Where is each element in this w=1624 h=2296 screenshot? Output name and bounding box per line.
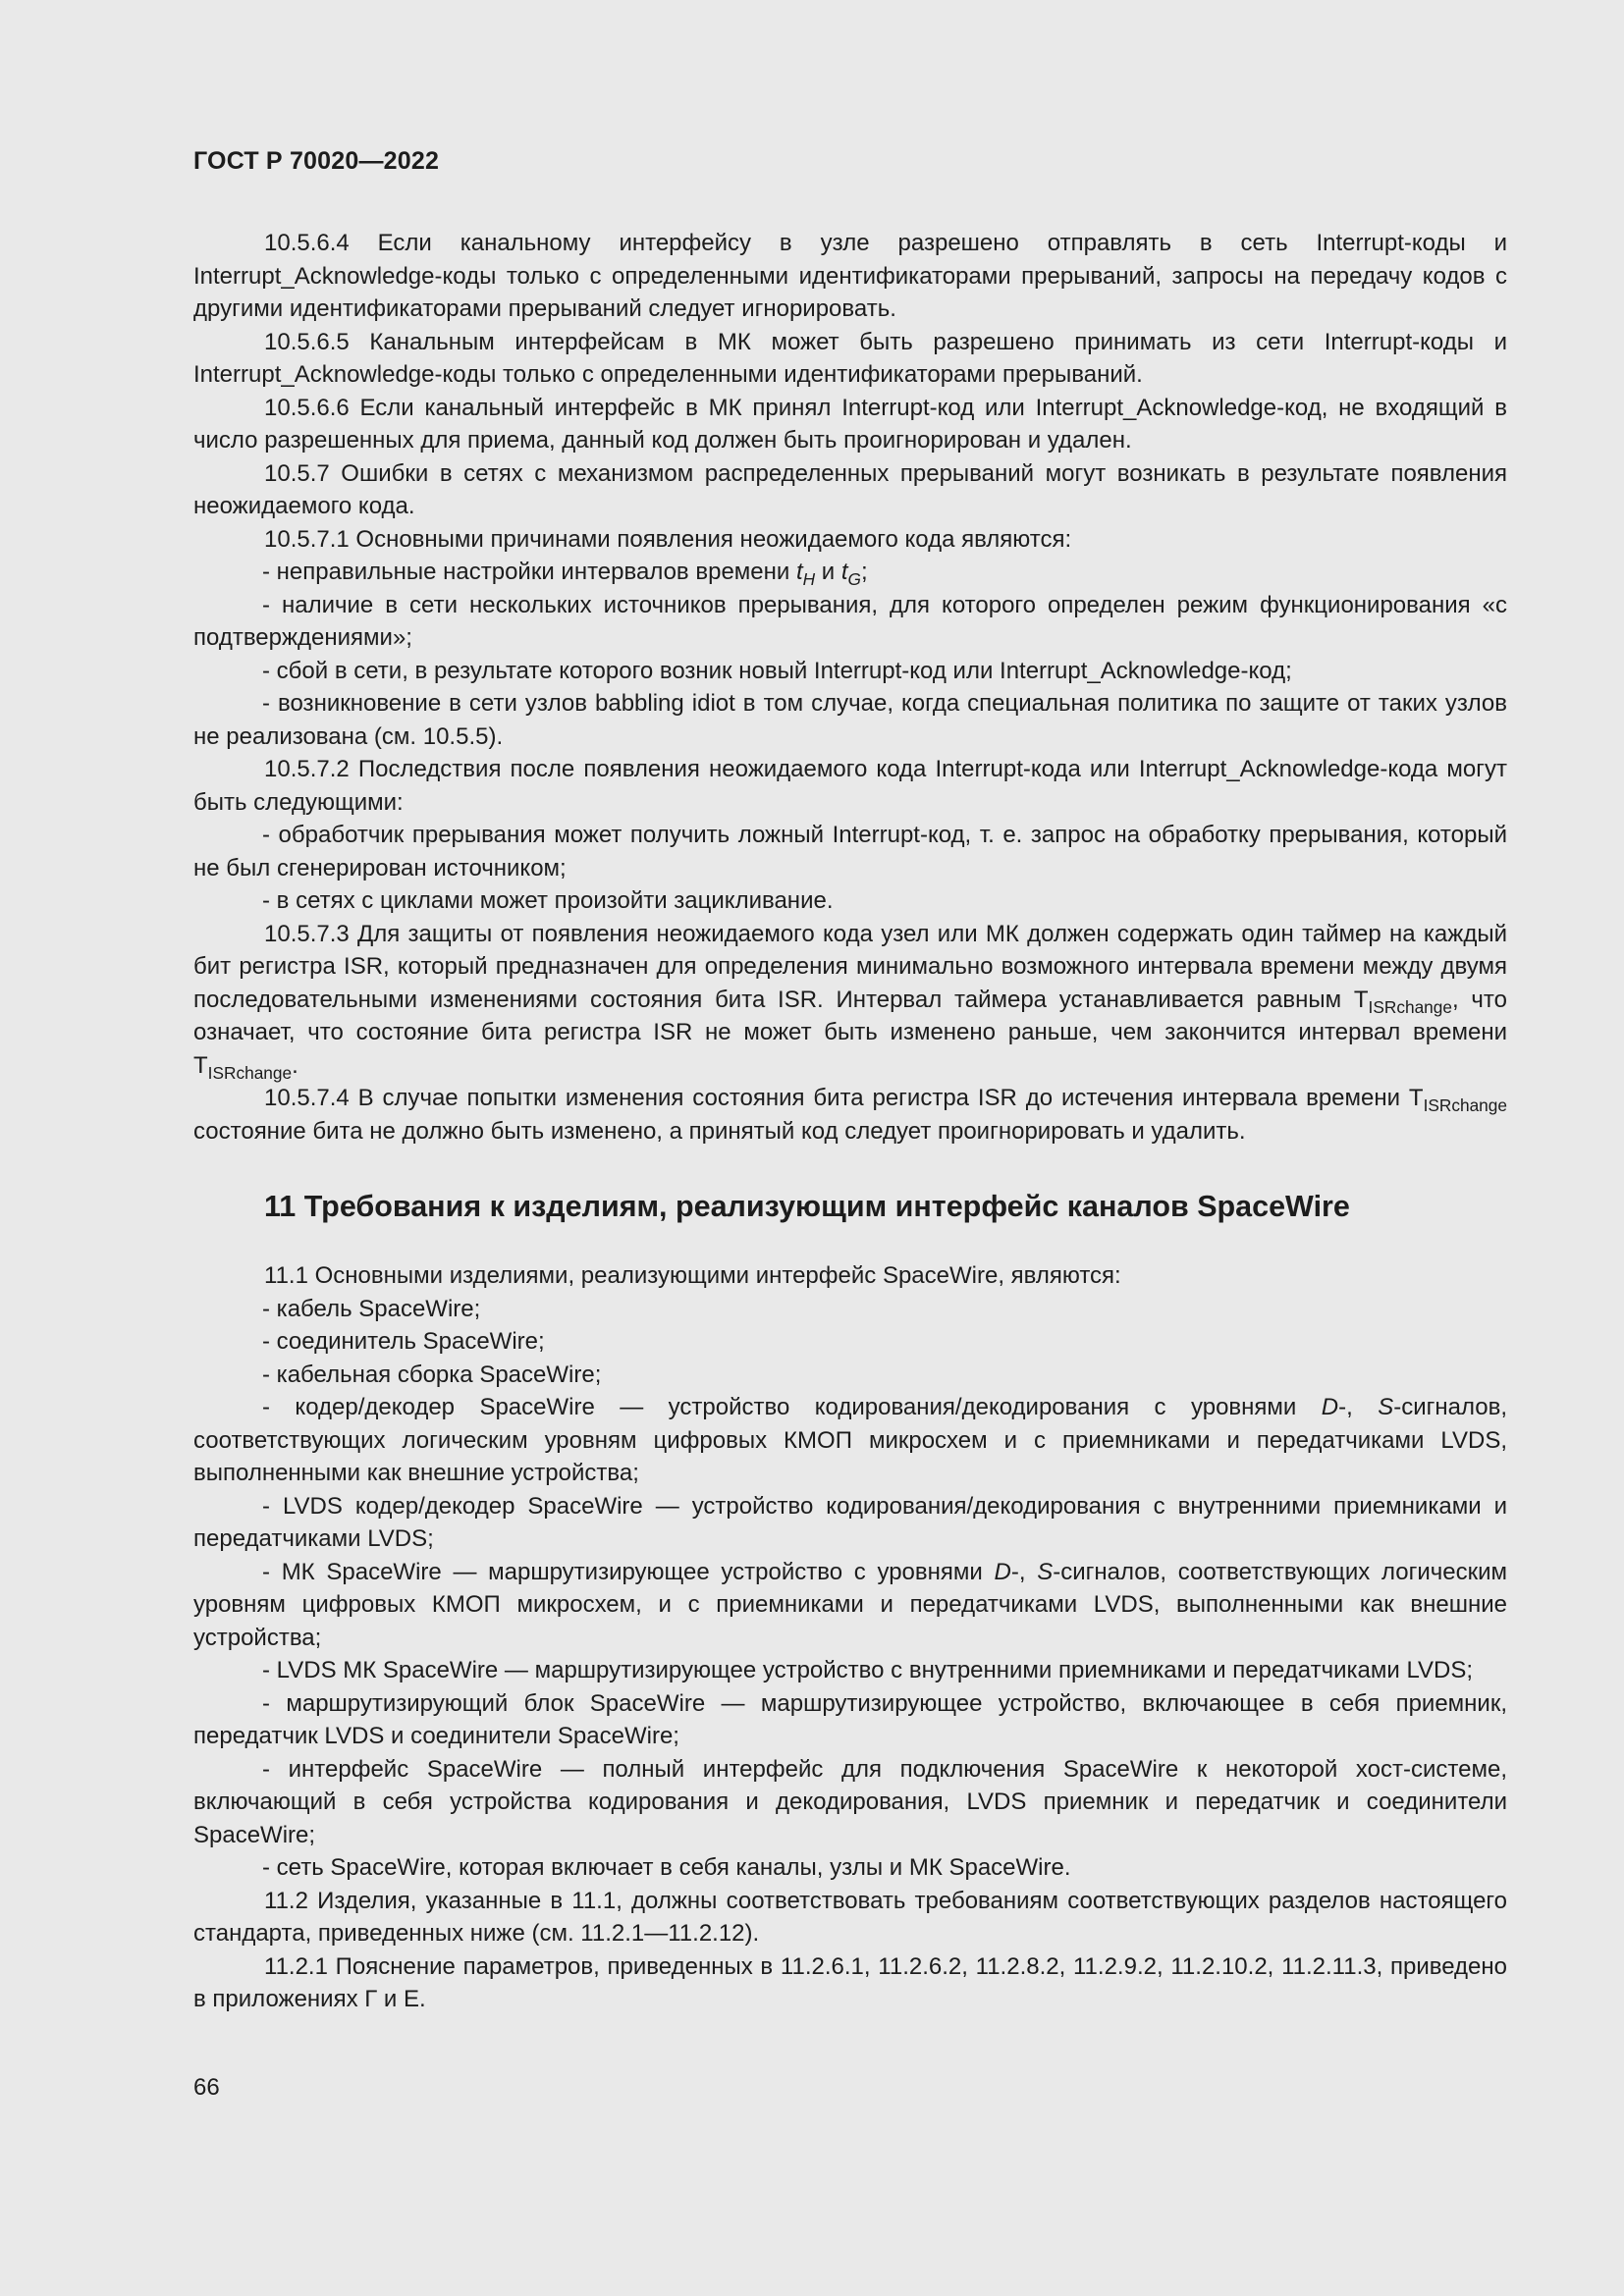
list-item: - маршрутизирующий блок SpaceWire — маршрутизирующее устройство, включающее в себя приемник, передатчик LVDS и соединители SpaceWire; xyxy=(193,1689,1507,1749)
list-item: - в сетях с циклами может произойти зацикливание. xyxy=(262,887,834,914)
list-item: - неправильные настройки интервалов времени $t_H$ и $t_G$; xyxy=(262,559,868,590)
list-item: - возникновение в сети узлов babbling idiot в том случае, когда специальная политика по защите от таких узлов не реализована (см. 10.5.5). xyxy=(193,690,1507,750)
list-item: - наличие в сети нескольких источников прерывания, для которого определен режим функционирования «с подтверждениями»; xyxy=(193,591,1507,651)
paragraph-10-5-7-4: 10.5.7.4 В случае попытки изменения состояния бита регистра ISR до истечения интервала времени $T_{ISRchange}$ состояние бита не должно быть изменено, а принятый код следует проигнорировать и удалить. xyxy=(193,1085,1507,1145)
paragraph-10-5-6-4: 10.5.6.4 Если канальному интерфейсу в узле разрешено отправлять в сеть Interrupt-коды и Interrupt_Acknowledge-коды только с определенными идентификаторами прерываний, запросы на передачу кодов с другими идентификаторами прерываний следует игнорировать. xyxy=(193,230,1507,322)
list-item: - МК SpaceWire — маршрутизирующее устройство с уровнями D-, S-сигналов, соответствующих логическим уровням цифровых КМОП микросхем, и с приемниками и передатчиками LVDS, выполненными как внешние устройства; xyxy=(193,1558,1507,1651)
paragraph-11-1: 11.1 Основными изделиями, реализующими интерфейс SpaceWire, являются: xyxy=(264,1262,1121,1289)
list-item: - LVDS кодер/декодер SpaceWire — устройство кодирования/декодирования с внутренними приемниками и передатчиками LVDS; xyxy=(193,1492,1507,1552)
list-item: - обработчик прерывания может получить ложный Interrupt-код, т. е. запрос на обработку прерывания, который не был сгенерирован источником; xyxy=(193,822,1507,881)
paragraph-10-5-7-3: 10.5.7.3 Для защиты от появления неожидаемого кода узел или МК должен содержать один таймер на каждый бит регистра ISR, который предназначен для определения минимально возможного интервала времени между двумя последовательными изменениями состояния бита ISR. Интервал таймера устанавливается равным $T_{ISRchange}$, что означает, что состояние бита регистра ISR не может быть изменено раньше, чем закончится интервал времени $T_{ISRchange}$. xyxy=(193,920,1507,1083)
list-item: - LVDS МК SpaceWire — маршрутизирующее устройство с внутренними приемниками и передатчиками LVDS; xyxy=(262,1657,1474,1683)
paragraph-11-2-1: 11.2.1 Пояснение параметров, приведенных в 11.2.6.1, 11.2.6.2, 11.2.8.2, 11.2.9.2, 11.2.10.2, 11.2.11.3, приведено в приложениях Г и Е. xyxy=(193,1952,1507,2012)
list-item: - соединитель SpaceWire; xyxy=(262,1328,545,1355)
paragraph-10-5-6-5: 10.5.6.5 Канальным интерфейсам в МК может быть разрешено принимать из сети Interrupt-коды и Interrupt_Acknowledge-коды только с определенными идентификаторами прерываний. xyxy=(193,328,1507,388)
paragraph-10-5-6-6: 10.5.6.6 Если канальный интерфейс в МК принял Interrupt-код или Interrupt_Acknowledge-код, не входящий в число разрешенных для приема, данный код должен быть проигнорирован и удален. xyxy=(193,394,1507,454)
page-number: 66 xyxy=(193,2074,220,2101)
document-header: ГОСТ Р 70020—2022 xyxy=(193,147,440,175)
paragraph-10-5-7-1: 10.5.7.1 Основными причинами появления неожидаемого кода являются: xyxy=(264,525,1072,553)
page-content xyxy=(193,227,1507,2016)
list-item: - интерфейс SpaceWire — полный интерфейс для подключения SpaceWire к некоторой хост-системе, включающий в себя устройства кодирования и декодирования, LVDS приемник и передатчик и соединители SpaceWire; xyxy=(193,1755,1507,1848)
paragraph-10-5-7: 10.5.7 Ошибки в сетях с механизмом распределенных прерываний могут возникать в результате появления неожидаемого кода. xyxy=(193,459,1507,519)
paragraph-11-2: 11.2 Изделия, указанные в 11.1, должны соответствовать требованиям соответствующих разделов настоящего стандарта, приведенных ниже (см. 11.2.1—11.2.12). xyxy=(193,1887,1507,1947)
section-11-title: 11 Требования к изделиям, реализующим интерфейс каналов SpaceWire xyxy=(264,1190,1350,1223)
list-item: - сбой в сети, в результате которого возник новый Interrupt-код или Interrupt_Acknowledge-код; xyxy=(262,657,1292,684)
list-item: - кабельная сборка SpaceWire; xyxy=(262,1361,602,1388)
list-item: - сеть SpaceWire, которая включает в себя каналы, узлы и МК SpaceWire. xyxy=(262,1854,1071,1881)
list-item: - кодер/декодер SpaceWire — устройство кодирования/декодирования с уровнями D-, S-сигналов, соответствующих логическим уровням цифровых КМОП микросхем и с приемниками и передатчиками LVDS, выполненными как внешние устройства; xyxy=(193,1394,1507,1486)
list-item: - кабель SpaceWire; xyxy=(262,1295,481,1322)
paragraph-10-5-7-2: 10.5.7.2 Последствия после появления неожидаемого кода Interrupt-кода или Interrupt_Acknowledge-кода могут быть следующими: xyxy=(193,756,1507,816)
